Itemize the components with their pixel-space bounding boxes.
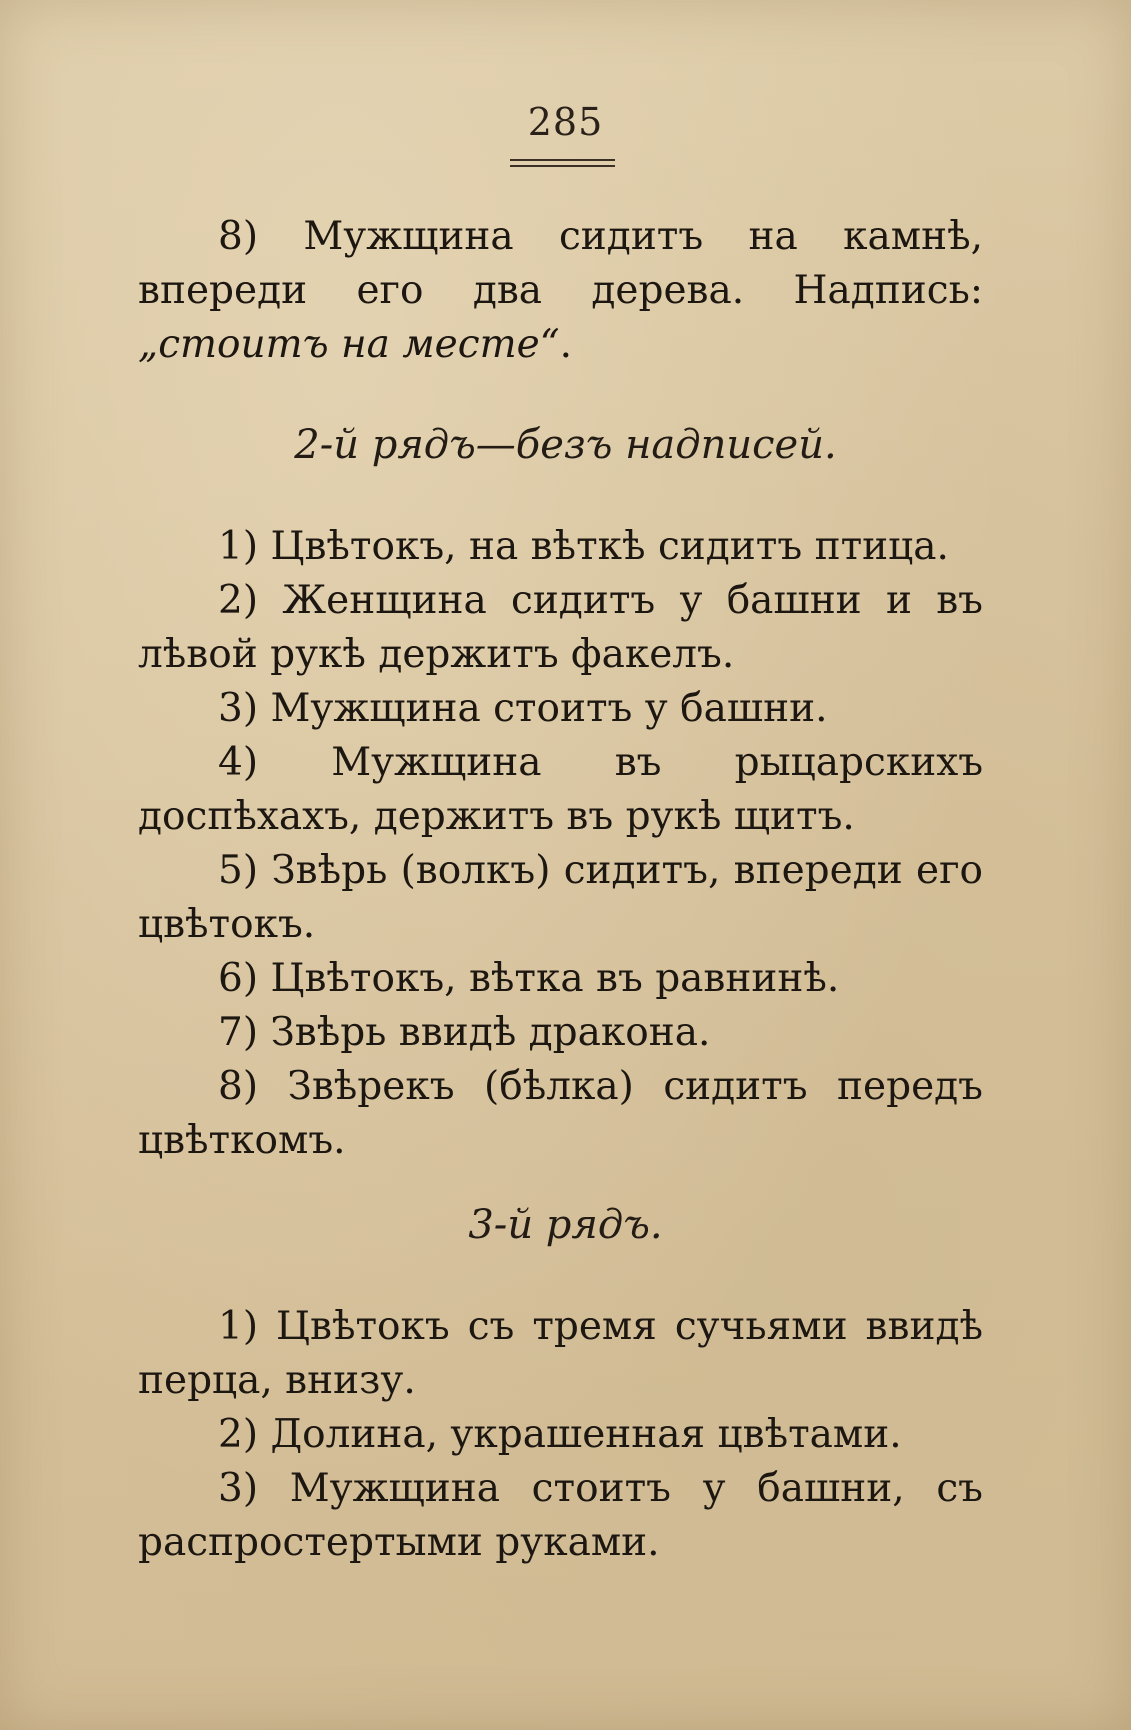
list-item — [138, 844, 983, 952]
list-item — [138, 1408, 983, 1462]
item-number: 2) — [218, 578, 259, 623]
item-text: Мужщина сидитъ на камнѣ, впереди его два дерева. Надпись: — [138, 214, 983, 313]
list-item — [138, 1006, 983, 1060]
intro-item-8 — [138, 210, 983, 372]
item-text: Долина, украшенная цвѣтами. — [270, 1412, 902, 1457]
list-item — [138, 952, 983, 1006]
item-number: 2) — [218, 1412, 259, 1457]
item-number: 8) — [218, 214, 259, 259]
item-text: Женщина сидитъ у башни и въ лѣвой рукѣ держитъ факелъ. — [138, 578, 983, 677]
item-text: Звѣрекъ (бѣлка) сидитъ передъ цвѣткомъ. — [138, 1064, 983, 1163]
item-number: 1) — [218, 1304, 259, 1349]
item-text: Звѣрь (волкъ) сидитъ, впереди его цвѣтокъ. — [138, 848, 983, 947]
list-item — [138, 1300, 983, 1408]
page-number-underline-bottom — [510, 165, 615, 167]
page-number: 285 — [527, 100, 604, 144]
item-number: 3) — [218, 1466, 259, 1511]
inscription-quote: „стоитъ на месте“ — [138, 322, 560, 367]
item-number: 5) — [218, 848, 259, 893]
item-text: Мужщина стоитъ у башни, съ распростертыми руками. — [138, 1466, 983, 1565]
list-item — [138, 520, 983, 574]
list-item — [138, 210, 983, 372]
item-text: Мужщина стоитъ у башни. — [270, 686, 828, 731]
list-item — [138, 736, 983, 844]
item-end-punct: . — [559, 322, 572, 367]
item-number: 6) — [218, 956, 259, 1001]
item-text: Звѣрь ввидѣ дракона. — [270, 1010, 711, 1055]
list-item — [138, 682, 983, 736]
row3-heading: 3-й рядъ. — [468, 1202, 663, 1248]
item-text: Цвѣтокъ, вѣтка въ равнинѣ. — [270, 956, 840, 1001]
list-item — [138, 1462, 983, 1570]
row2-list — [138, 520, 983, 1168]
row2-heading: 2-й рядъ—безъ надписей. — [294, 422, 837, 468]
row3-list — [138, 1300, 983, 1570]
item-text: Мужщина въ рыцарскихъ доспѣхахъ, держитъ въ рукѣ щитъ. — [138, 740, 984, 839]
page-number-container — [0, 100, 1131, 144]
list-item — [138, 574, 983, 682]
item-text: Цвѣтокъ, на вѣткѣ сидитъ птица. — [270, 524, 949, 569]
item-number: 1) — [218, 524, 259, 569]
item-number: 8) — [218, 1064, 259, 1109]
item-text: Цвѣтокъ съ тремя сучьями ввидѣ перца, внизу. — [138, 1304, 983, 1403]
item-number: 3) — [218, 686, 259, 731]
item-number: 7) — [218, 1010, 259, 1055]
list-item — [138, 1060, 983, 1168]
item-number: 4) — [218, 740, 259, 785]
page-number-underline-top — [510, 159, 615, 161]
